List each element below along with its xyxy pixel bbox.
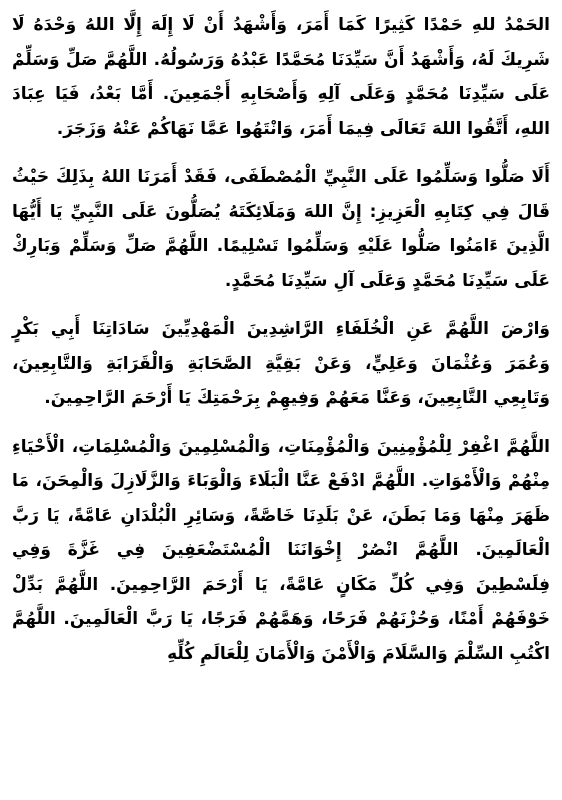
salawat-paragraph: أَلَا صَلُّوا وَسَلِّمُوا عَلَى النَّبِيِّ الْمُصْطَفَى، فَقَدْ أَمَرَنَا اللهُ بِذَلِكَ حَيْثُ قَالَ فِي كِتَابِهِ الْعَزِيزِ: إِنَّ اللهَ وَمَلَائِكَتَهُ يُصَلُّونَ عَلَى النَّبِيِّ يَا أَيُّهَا الَّذِينَ ءَامَنُوا صَلُّوا عَلَيْهِ وَسَلِّمُوا تَسْلِيمًا. اللَّهُمَّ صَلِّ وَسَلِّمْ وَبَارِكْ عَلَى سَيِّدِنَا مُحَمَّدٍ وَعَلَى آلِ سَيِّدِنَا مُحَمَّدٍ. (12, 167, 550, 291)
companions-paragraph: وَارْضَ اللَّهُمَّ عَنِ الْخُلَفَاءِ الرَّاشِدِينَ الْمَهْدِيِّينَ سَادَاتِنَا أَبِي بَكْرٍ وَعُمَرَ وَعُثْمَانَ وَعَلِيٍّ، وَعَنْ بَقِيَّةِ الصَّحَابَةِ وَالْقَرَابَةِ وَالتَّابِعِينَ، وَتَابِعِي التَّابِعِينَ، وَعَنَّا مَعَهُمْ وَفِيهِمْ بِرَحْمَتِكَ يَا أَرْحَمَ الرَّاحِمِينَ. (12, 319, 550, 408)
supplication-paragraph: اللَّهُمَّ اغْفِرْ لِلْمُؤْمِنِينَ وَالْمُؤْمِنَاتِ، وَالْمُسْلِمِينَ وَالْمُسْلِمَاتِ، الْأَحْيَاءِ مِنْهُمْ وَالْأَمْوَاتِ. اللَّهُمَّ ادْفَعْ عَنَّا الْبَلَاءَ وَالْوَبَاءَ وَالزَّلَازِلَ وَالْمِحَنَ، مَا ظَهَرَ مِنْهَا وَمَا بَطَنَ، عَنْ بَلَدِنَا خَاصَّةً، وَسَائِرِ الْبُلْدَانِ عَامَّةً، يَا رَبَّ الْعَالَمِينَ. اللَّهُمَّ انْصُرْ إِخْوَانَنَا الْمُسْتَضْعَفِينَ فِي غَزَّةَ وَفِي فِلَسْطِينَ وَفِي كُلِّ مَكَانٍ عَامَّةً، يَا أَرْحَمَ الرَّاحِمِينَ. اللَّهُمَّ بَدِّلْ خَوْفَهُمْ أَمْنًا، وَحُزْنَهُمْ فَرَحًا، وَهَمَّهُمْ فَرَجًا، يَا رَبَّ الْعَالَمِينَ. اللَّهُمَّ اكْتُبِ السِّلْمَ وَالسَّلَامَ وَالْأَمْنَ وَالْأَمَانَ لِلْعَالَمِ كُلِّهِ (12, 436, 550, 664)
opening-praise-paragraph: الحَمْدُ للهِ حَمْدًا كَثِيرًا كَمَا أَمَرَ، وَأَشْهَدُ أَنْ لَا إِلَهَ إِلَّا اللهُ وَحْدَهُ لَا شَرِيكَ لَهُ، وَأَشْهَدُ أَنَّ سَيِّدَنَا مُحَمَّدًا عَبْدُهُ وَرَسُولُهُ. اللَّهُمَّ صَلِّ وَسَلِّمْ عَلَى سَيِّدِنَا مُحَمَّدٍ وَعَلَى آلِهِ وَأَصْحَابِهِ أَجْمَعِينَ. أَمَّا بَعْدُ، فَيَا عِبَادَ اللهِ، أَتَّقُوا اللهَ تَعَالَى فِيمَا أَمَرَ، وَانْتَهُوا عَمَّا نَهَاكُمْ عَنْهُ وَزَجَرَ. (12, 15, 550, 139)
